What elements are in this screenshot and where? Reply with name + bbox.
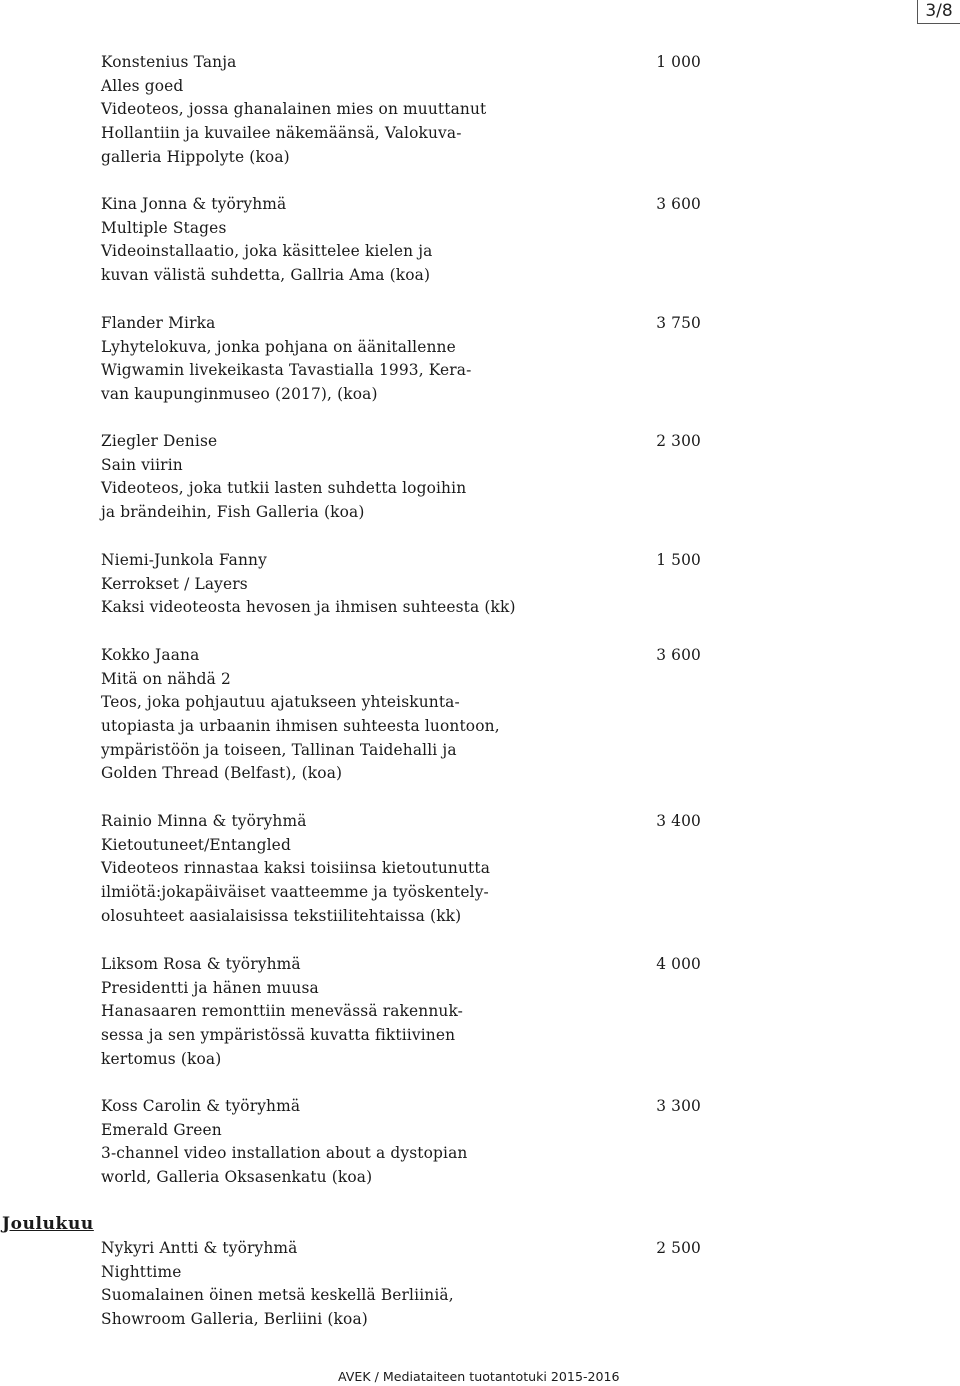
grant-amount: 2 300 <box>656 432 701 450</box>
work-description-line: Videoteos rinnastaa kaksi toisiinsa kietoutunutta <box>101 859 491 878</box>
applicant-name: Ziegler Denise <box>101 432 218 450</box>
work-description-line: ilmiötä:jokapäiväiset vaatteemme ja työskentely- <box>101 883 489 902</box>
work-description-line: Suomalainen öinen metsä keskellä Berliiniä, <box>101 1286 454 1305</box>
work-description-line: Videoteos, joka tutkii lasten suhdetta logoihin <box>101 479 467 498</box>
applicant-name: Kokko Jaana <box>101 646 200 664</box>
work-title: Alles goed <box>101 76 184 95</box>
grant-amount: 1 000 <box>656 53 701 71</box>
grant-amount: 4 000 <box>656 955 701 973</box>
page-number: 3/8 <box>917 0 960 24</box>
work-description-line: Videoteos, jossa ghanalainen mies on muuttanut <box>101 100 487 119</box>
work-description-line: kertomus (koa) <box>101 1049 222 1068</box>
grant-amount: 3 600 <box>656 195 701 213</box>
work-title: Lyhytelokuva, jonka pohjana on äänitallenne <box>101 337 456 356</box>
applicant-name: Nykyri Antti & työryhmä <box>101 1239 298 1257</box>
entry-header <box>101 953 701 977</box>
work-description-line: Hollantiin ja kuvailee näkemäänsä, Valokuva- <box>101 124 462 143</box>
applicant-name: Niemi-Junkola Fanny <box>101 551 267 569</box>
grant-amount: 3 300 <box>656 1097 701 1115</box>
entry-header <box>101 312 701 336</box>
page-footer: AVEK / Mediataiteen tuotantotuki 2015-2016 <box>338 1369 620 1384</box>
grant-entry <box>101 644 701 786</box>
work-description-line: galleria Hippolyte (koa) <box>101 147 290 166</box>
work-description-line: van kaupunginmuseo (2017), (koa) <box>101 385 378 404</box>
work-description-line: Hanasaaren remonttiin menevässä rakennuk- <box>101 1002 464 1021</box>
work-description-line: utopiasta ja urbaanin ihmisen suhteesta luontoon, <box>101 717 500 736</box>
entry-header <box>101 644 701 668</box>
entry-header <box>101 810 701 834</box>
grant-entry <box>101 312 701 407</box>
entry-header <box>101 430 701 454</box>
grant-amount: 3 400 <box>656 812 701 830</box>
grant-amount: 1 500 <box>656 551 701 569</box>
work-title: Nighttime <box>101 1262 182 1281</box>
grant-entry <box>101 953 701 1071</box>
applicant-name: Liksom Rosa & työryhmä <box>101 955 301 973</box>
grant-entry <box>101 810 701 928</box>
work-description-line: ja brändeihin, Fish Galleria (koa) <box>101 503 365 522</box>
work-description-line: Golden Thread (Belfast), (koa) <box>101 764 343 783</box>
applicant-name: Konstenius Tanja <box>101 53 237 71</box>
work-title: Presidentti ja hänen muusa <box>101 978 319 997</box>
applicant-name: Kina Jonna & työryhmä <box>101 195 287 213</box>
grant-amount: 2 500 <box>656 1239 701 1257</box>
entry-header <box>101 549 701 573</box>
applicant-name: Koss Carolin & työryhmä <box>101 1097 301 1115</box>
work-description-line: olosuhteet aasialaisissa tekstiilitehtaissa (kk) <box>101 906 462 925</box>
grant-amount: 3 750 <box>656 314 701 332</box>
grant-entry <box>101 1095 701 1190</box>
work-description-line: kuvan välistä suhdetta, Gallria Ama (koa) <box>101 266 431 285</box>
work-description-line: 3-channel video installation about a dystopian <box>101 1144 468 1163</box>
work-description-line: ympäristöön ja toiseen, Tallinan Taidehalli ja <box>101 740 457 759</box>
work-description-line: Showroom Galleria, Berliini (koa) <box>101 1310 368 1329</box>
grant-entry <box>101 51 701 169</box>
grant-entry <box>101 430 701 525</box>
entry-header <box>101 1095 701 1119</box>
grant-amount: 3 600 <box>656 646 701 664</box>
entry-header <box>101 1237 701 1261</box>
work-description-line: Teos, joka pohjautuu ajatukseen yhteiskunta- <box>101 693 460 712</box>
entry-header <box>101 193 701 217</box>
work-description-line: sessa ja sen ympäristössä kuvatta fiktiivinen <box>101 1026 456 1045</box>
grant-entry <box>101 193 701 288</box>
work-description-line: world, Galleria Oksasenkatu (koa) <box>101 1168 373 1187</box>
work-title: Emerald Green <box>101 1120 222 1139</box>
work-title: Kerrokset / Layers <box>101 574 248 593</box>
grant-entry <box>101 1237 701 1332</box>
work-title: Kietoutuneet/Entangled <box>101 835 291 854</box>
work-title: Mitä on nähdä 2 <box>101 669 231 688</box>
work-title: Multiple Stages <box>101 218 227 237</box>
work-title: Sain viirin <box>101 455 183 474</box>
work-description-line: Wigwamin livekeikasta Tavastialla 1993, Kera- <box>101 361 472 380</box>
work-description-line: Kaksi videoteosta hevosen ja ihmisen suhteesta (kk) <box>101 598 516 617</box>
applicant-name: Rainio Minna & työryhmä <box>101 812 307 830</box>
work-description-line: Videoinstallaatio, joka käsittelee kielen ja <box>101 242 433 261</box>
applicant-name: Flander Mirka <box>101 314 216 332</box>
entry-header <box>101 51 701 75</box>
month-heading: Joulukuu <box>2 1214 94 1234</box>
grant-entry <box>101 549 701 620</box>
